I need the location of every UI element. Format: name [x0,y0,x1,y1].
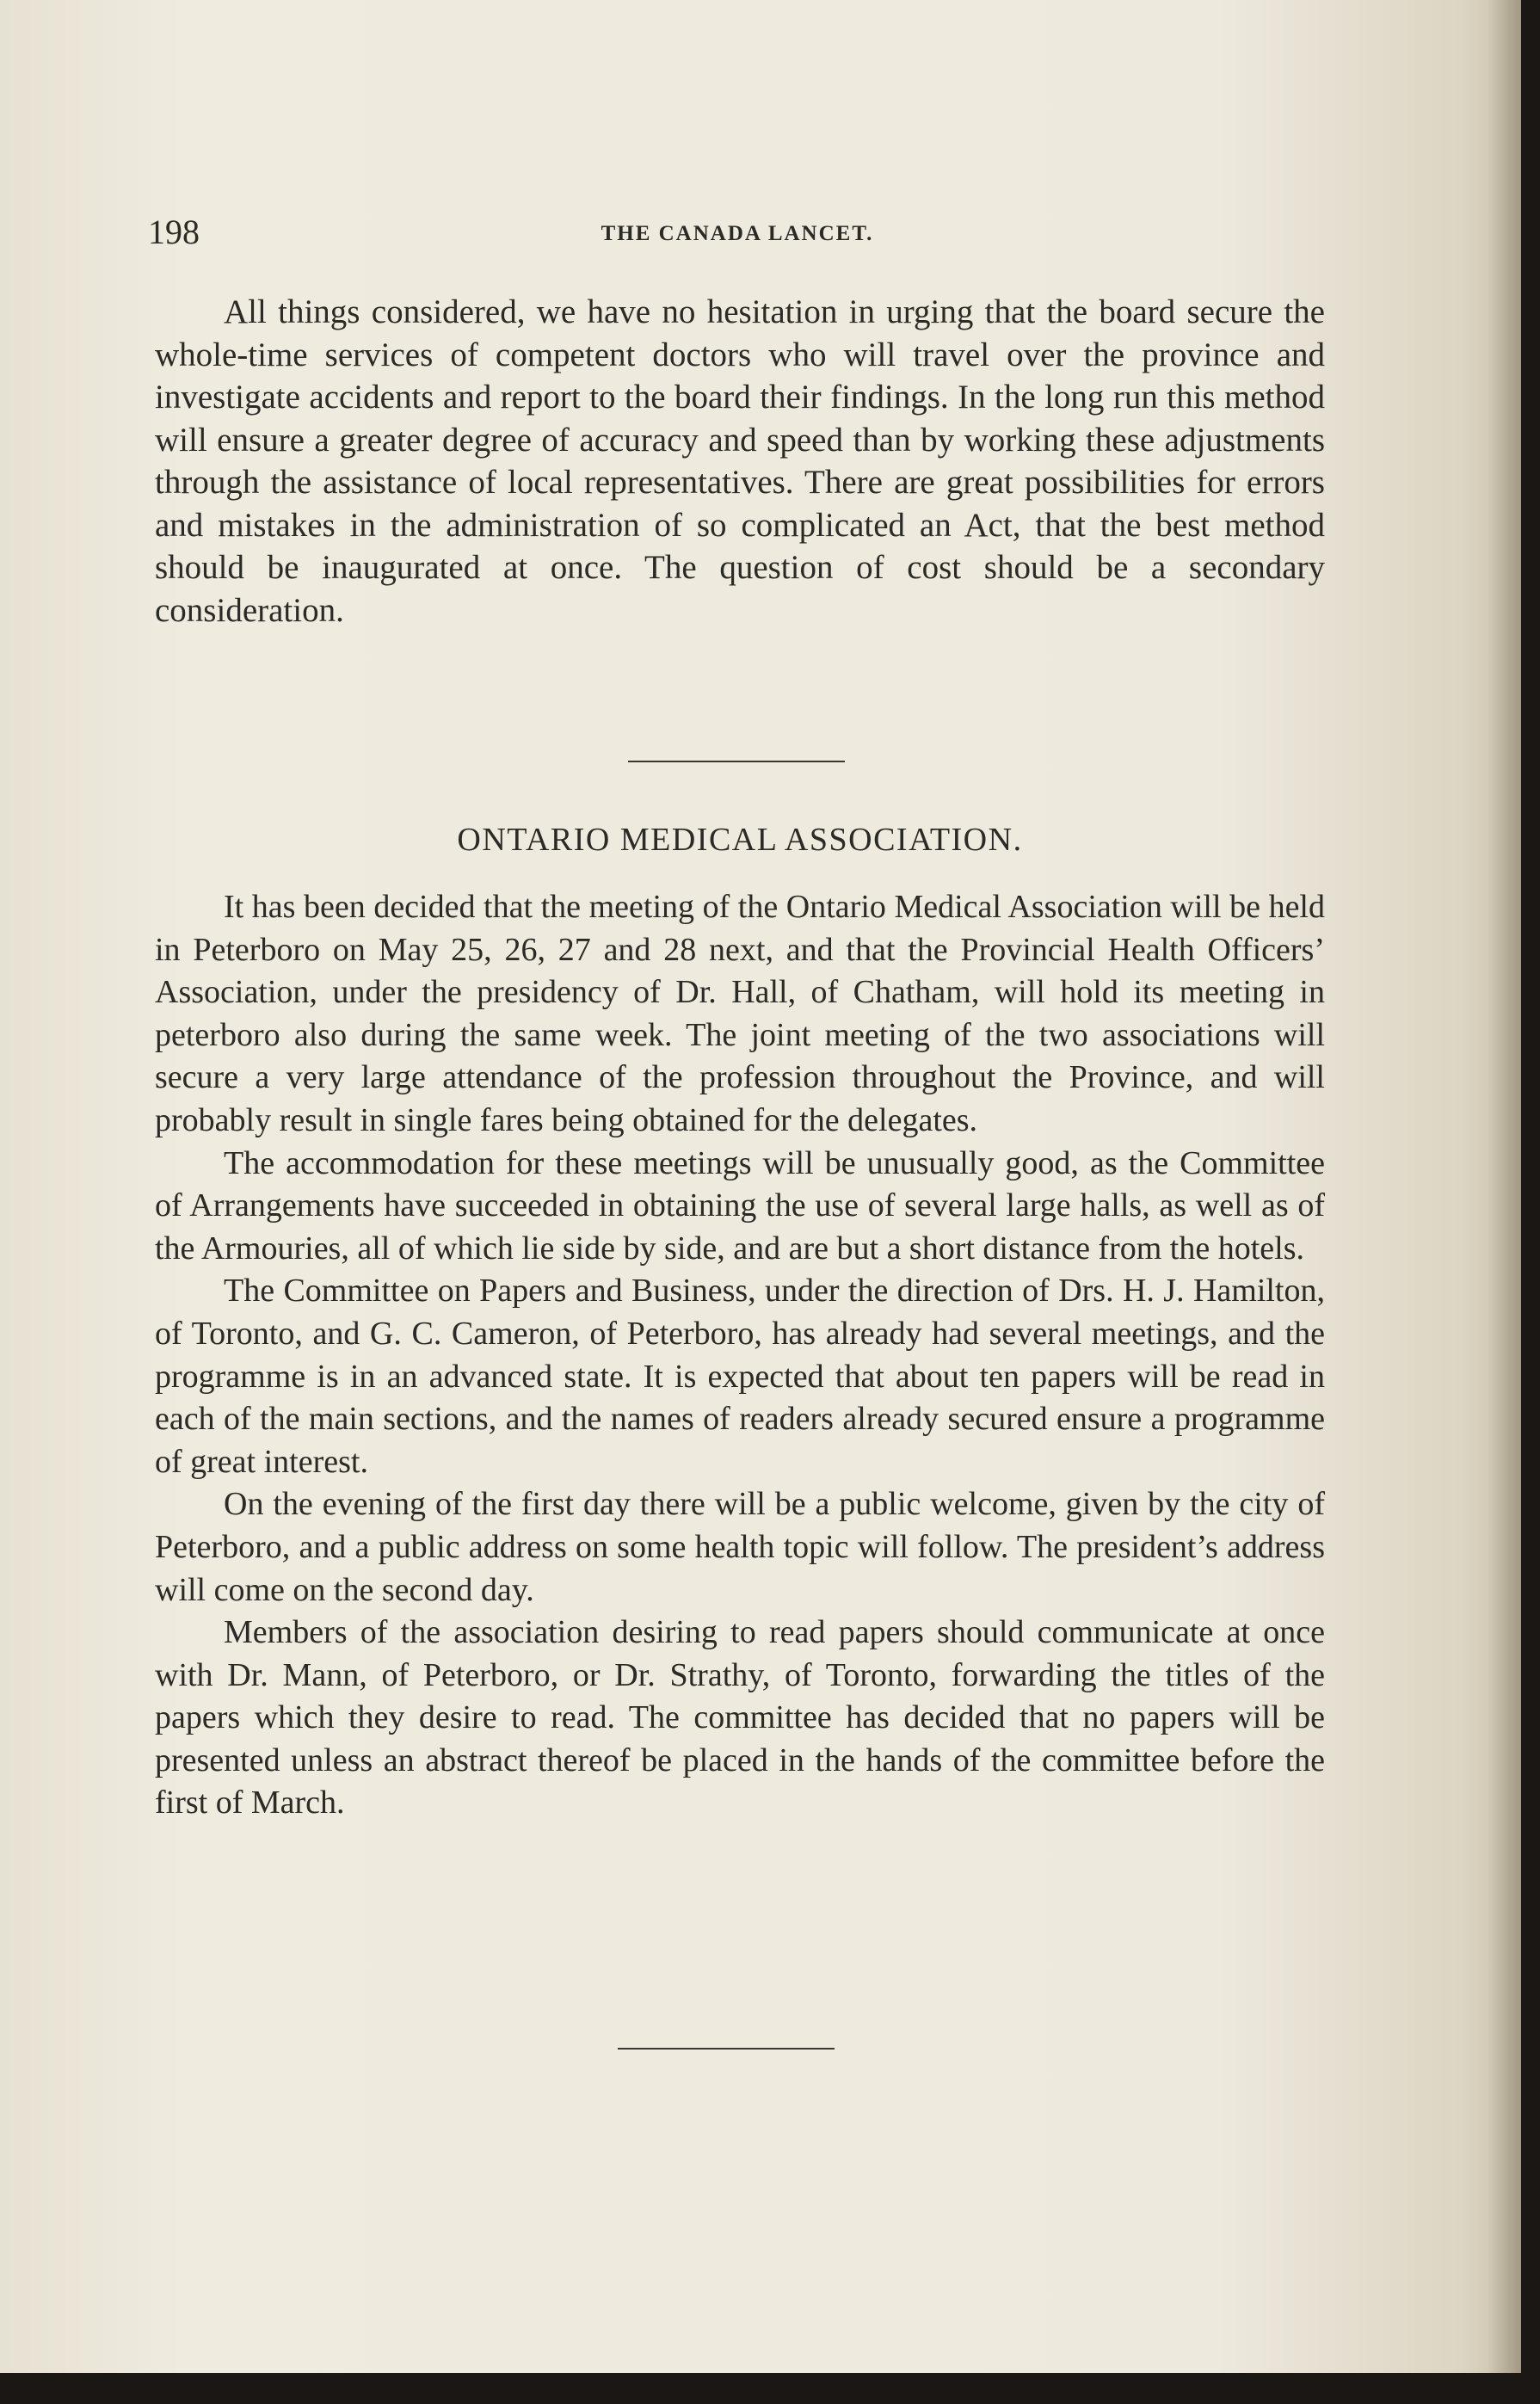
section-paragraph: Members of the association desiring to read papers should communicate at once with Dr. Mann, of Peterboro, or Dr. Strathy, of Toronto, forwarding the titles of the papers which they desire to read. The committee has decided that no papers will be presented unless an abstract thereof be placed in the hands of the committee before the first of March. [155,1614,1325,1821]
end-divider [618,2048,835,2050]
section-paragraph: The Committee on Papers and Business, under the direction of Drs. H. J. Hamilton, of Toronto, and G. C. Cameron, of Peterboro, has already had several meetings, and the programme is in an advanced state. It is expected that about ten papers will be read in each of the main sections, and the names of readers already secured ensure a programme of great interest. [155,1273,1325,1480]
intro-text [155,291,1325,632]
section-paragraph: It has been decided that the meeting of the Ontario Medical Association will be held in Peterboro on May 25, 26, 27 and 28 next, and that the Provincial Health Officers’ Association, under the presidency of Dr. Hall, of Chatham, will hold its meeting in peterboro also during the same week. The joint meeting of the two associations will secure a very large attendance of the profession throughout the Province, and will probably result in single fares being obtained for the delegates. [155,889,1325,1138]
section-paragraph: On the evening of the first day there will be a public welcome, given by the city of Peterboro, and a public address on some health topic will follow. The president’s address will come on the second day. [155,1486,1325,1608]
page-header [148,212,1327,256]
section-body [155,886,1325,1825]
page-number: 198 [148,213,200,251]
intro-paragraph: All things considered, we have no hesitation in urging that the board secure the whole-time services of competent doctors who will travel over the province and investigate accidents and report to the board their findings. In the long run this method will ensure a greater degree of accuracy and speed than by working these adjustments through the assistance of local representatives. There are great possibilities for errors and mistakes in the administration of so complicated an Act, that the best method should be inaugurated at once. The question of cost should be a secondary consideration. [155,293,1325,629]
section-title: ONTARIO MEDICAL ASSOCIATION. [457,822,1023,858]
running-head: THE CANADA LANCET. [601,222,874,245]
section-divider [628,761,845,762]
binding-shadow [1487,0,1521,2373]
section-paragraph: The accommodation for these meetings will be unusually good, as the Committee of Arrangements have succeeded in obtaining the use of several large halls, as well as of the Armouries, all of which lie side by side, and are but a short distance from the hotels. [155,1144,1325,1267]
